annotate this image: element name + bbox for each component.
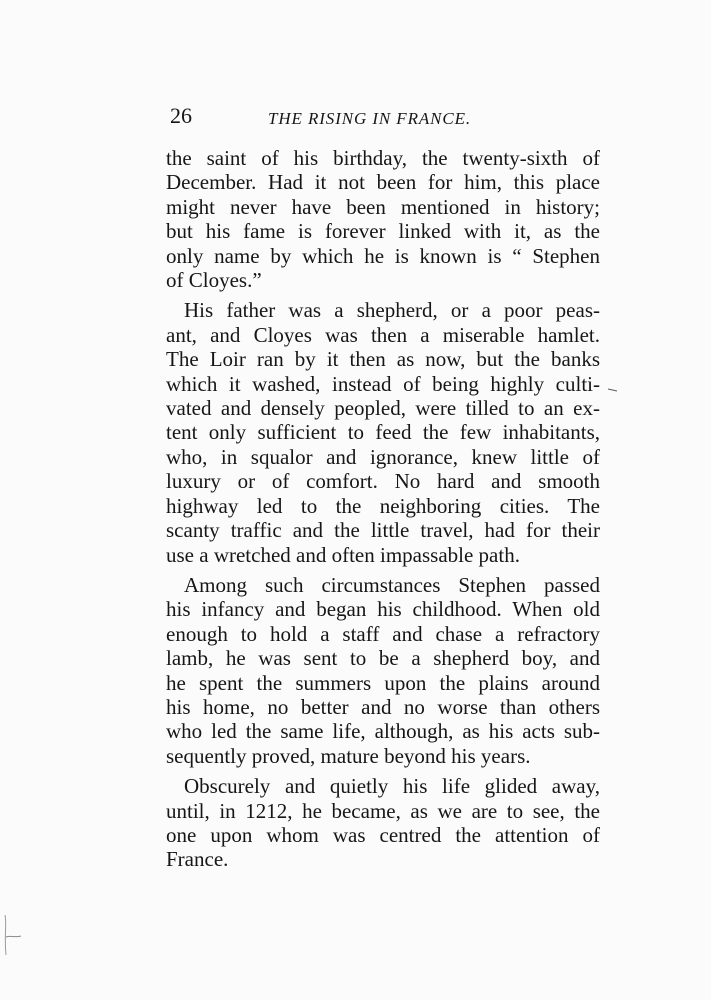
paragraph: [166, 146, 600, 292]
text-line: use a wretched and often impassable path.: [166, 542, 520, 567]
binding-edge-mark: [3, 915, 23, 955]
text-line: sequently proved, mature beyond his years.: [166, 743, 531, 768]
text-line: Among such circumstances Stephen passed: [184, 572, 600, 597]
text-line: until, in 1212, he became, as we are to see, the: [166, 798, 600, 823]
text-line: who, in squalor and ignorance, knew little of: [166, 444, 600, 469]
body-text: [166, 146, 600, 872]
text-line: December. Had it not been for him, this place: [166, 170, 600, 195]
text-line: only name by which he is known is “ Stephen: [166, 243, 600, 268]
text-line: lamb, he was sent to be a shepherd boy, and: [166, 646, 600, 671]
text-line: of Cloyes.”: [166, 268, 262, 293]
text-line: The Loir ran by it then as now, but the banks: [166, 347, 600, 372]
text-line: his infancy and began his childhood. When old: [166, 597, 600, 622]
running-title: THE RISING IN FRANCE.: [268, 109, 472, 128]
text-line: the saint of his birthday, the twenty-sixth of: [166, 146, 600, 170]
text-line: he spent the summers upon the plains around: [166, 670, 600, 695]
stray-ink-mark: [608, 388, 617, 392]
text-line: highway led to the neighboring cities. The: [166, 493, 600, 518]
text-line: vated and densely peopled, were tilled to an ex-: [166, 396, 600, 421]
text-line: might never have been mentioned in history;: [166, 194, 600, 219]
paragraph: [166, 573, 600, 768]
text-line: who led the same life, although, as his acts sub-: [166, 719, 600, 744]
text-line: scanty traffic and the little travel, had for their: [166, 518, 600, 543]
text-line: France.: [166, 847, 229, 872]
text-line: ant, and Cloyes was then a miserable hamlet.: [166, 322, 600, 347]
paragraph: [166, 774, 600, 872]
paragraph: [166, 298, 600, 566]
text-line: enough to hold a staff and chase a refractory: [166, 621, 600, 646]
text-line: one upon whom was centred the attention of: [166, 822, 600, 847]
text-line: which it washed, instead of being highly culti-: [166, 371, 600, 396]
text-line: his home, no better and no worse than others: [166, 694, 600, 719]
text-line: luxury or of comfort. No hard and smooth: [166, 469, 600, 494]
text-line: Obscurely and quietly his life glided away,: [184, 774, 600, 799]
text-line: but his fame is forever linked with it, as the: [166, 219, 600, 244]
text-line: His father was a shepherd, or a poor peas-: [184, 298, 600, 323]
text-line: tent only sufficient to feed the few inhabitants,: [166, 420, 600, 445]
page-number: 26: [170, 103, 192, 128]
